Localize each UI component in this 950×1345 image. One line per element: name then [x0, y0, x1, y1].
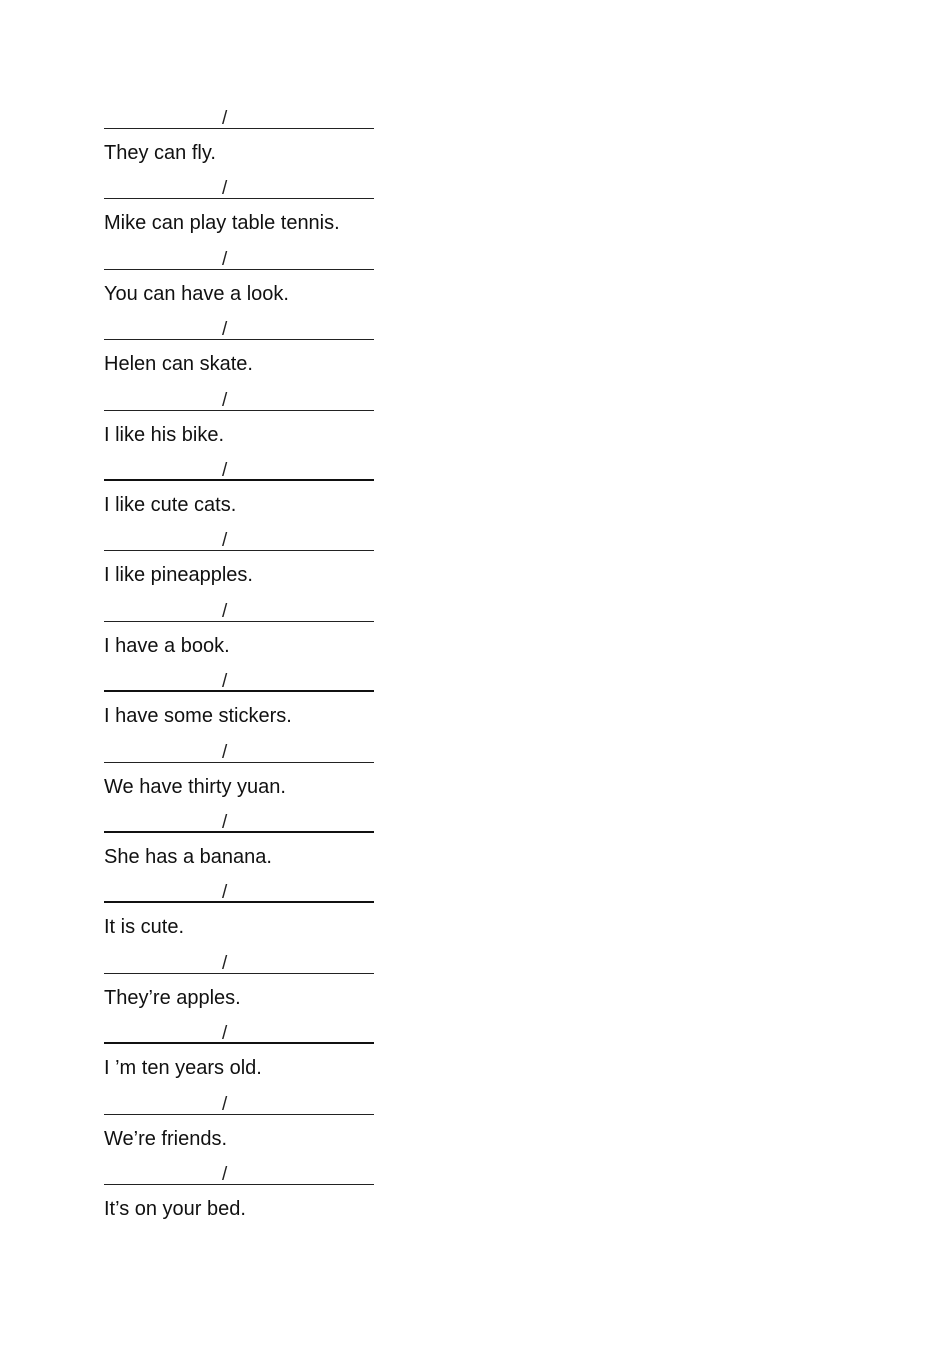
- sentence-text: I like cute cats.: [104, 494, 237, 516]
- slash-separator: /: [222, 319, 228, 341]
- sentence-text: I have a book.: [104, 634, 230, 657]
- underline-rule: [104, 690, 374, 692]
- answer-blank[interactable]: [104, 952, 374, 974]
- exercise-item: [104, 1163, 424, 1221]
- answer-blank[interactable]: [104, 600, 374, 622]
- answer-blank[interactable]: [104, 177, 374, 199]
- exercise-item: [104, 811, 424, 869]
- slash-separator: /: [222, 389, 228, 411]
- underline-rule: [104, 901, 374, 903]
- answer-blank[interactable]: [104, 248, 374, 270]
- exercise-item: [104, 1022, 424, 1080]
- answer-blank[interactable]: [104, 529, 374, 551]
- sentence-text: It’s on your bed.: [104, 1198, 246, 1220]
- slash-separator: /: [222, 671, 228, 693]
- slash-separator: /: [222, 882, 228, 904]
- exercise-item: [104, 741, 424, 799]
- sentence-text: We’re friends.: [104, 1127, 228, 1150]
- sentence-text: I like pineapples.: [104, 564, 253, 587]
- exercise-item: [104, 952, 424, 1010]
- underline-rule: [104, 550, 374, 551]
- exercise-item: [104, 177, 424, 235]
- underline-rule: [104, 479, 374, 481]
- underline-rule: [104, 410, 374, 411]
- exercise-item: [104, 529, 424, 587]
- answer-blank[interactable]: [104, 1022, 374, 1044]
- answer-blank[interactable]: [104, 389, 374, 411]
- slash-separator: /: [222, 248, 228, 270]
- slash-separator: /: [222, 741, 228, 763]
- sentence-text: Helen can skate.: [104, 353, 253, 376]
- slash-separator: /: [222, 1164, 228, 1185]
- exercise-item: [104, 1093, 424, 1151]
- underline-rule: [104, 339, 374, 340]
- underline-rule: [104, 621, 374, 622]
- sentence-text: Mike can play table tennis.: [104, 212, 340, 235]
- exercise-item: [104, 670, 424, 728]
- slash-separator: /: [222, 812, 228, 833]
- exercise-item: [104, 459, 424, 517]
- sentence-text: They can fly.: [104, 142, 216, 164]
- exercise-item: [104, 600, 424, 658]
- exercise-item: [104, 248, 424, 306]
- slash-separator: /: [222, 530, 228, 552]
- underline-rule: [104, 1184, 374, 1185]
- sentence-text: I ’m ten years old.: [104, 1057, 262, 1080]
- answer-blank[interactable]: [104, 741, 374, 763]
- sentence-text: You can have a look.: [104, 282, 289, 305]
- slash-separator: /: [222, 952, 228, 974]
- answer-blank[interactable]: [104, 1163, 374, 1185]
- underline-rule: [104, 973, 374, 974]
- underline-rule: [104, 831, 374, 833]
- sentence-text: I have some stickers.: [104, 705, 292, 728]
- answer-blank[interactable]: [104, 459, 374, 481]
- exercise-item: [104, 389, 424, 447]
- slash-separator: /: [222, 1093, 228, 1115]
- slash-separator: /: [222, 178, 228, 200]
- underline-rule: [104, 269, 374, 270]
- answer-blank[interactable]: [104, 811, 374, 833]
- answer-blank[interactable]: [104, 107, 374, 129]
- underline-rule: [104, 762, 374, 763]
- underline-rule: [104, 1042, 374, 1044]
- answer-blank[interactable]: [104, 318, 374, 340]
- underline-rule: [104, 198, 374, 199]
- slash-separator: /: [222, 1023, 228, 1045]
- answer-blank[interactable]: [104, 1093, 374, 1115]
- sentence-text: It is cute.: [104, 916, 185, 939]
- slash-separator: /: [222, 108, 228, 129]
- underline-rule: [104, 1114, 374, 1115]
- sentence-text: She has a banana.: [104, 846, 272, 868]
- slash-separator: /: [222, 600, 228, 622]
- exercise-item: [104, 318, 424, 376]
- slash-separator: /: [222, 460, 228, 481]
- exercise-item: [104, 881, 424, 939]
- sentence-text: I like his bike.: [104, 423, 225, 446]
- answer-blank[interactable]: [104, 881, 374, 903]
- sentence-text: They’re apples.: [104, 986, 241, 1009]
- exercise-item: [104, 107, 424, 165]
- sentence-text: We have thirty yuan.: [104, 775, 286, 798]
- underline-rule: [104, 128, 374, 129]
- answer-blank[interactable]: [104, 670, 374, 692]
